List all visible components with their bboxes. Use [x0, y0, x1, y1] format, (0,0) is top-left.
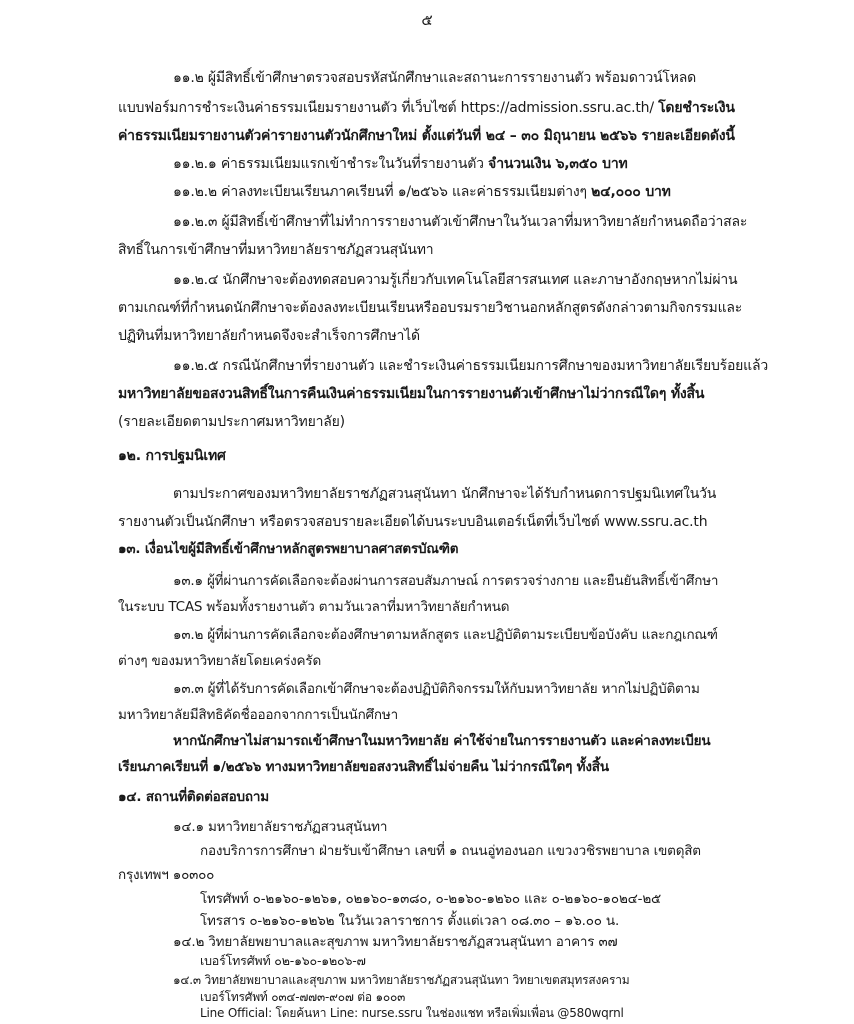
item-11-2-1	[173, 154, 628, 174]
item-11-2-1-amount: จำนวนเงิน ๖,๓๕๐ บาท	[488, 156, 628, 172]
contact-14-3-line: Line Official: โดยค้นหา Line: nurse.ssru ในช่องแชท หรือเพิ่มเพื่อน @580wqrnl	[200, 1006, 624, 1020]
contact-14-1: ๑๔.๑ มหาวิทยาลัยราชภัฏสวนสุนันทา	[173, 819, 388, 835]
contact-14-1-city: กรุงเทพฯ ๑๐๓๐๐	[118, 867, 215, 883]
item-11-2-3-line2: สิทธิ์ในการเข้าศึกษาที่มหาวิทยาลัยราชภัฏสวนสุนันทา	[118, 242, 434, 258]
item-11-2-5-line1: ๑๑.๒.๕ กรณีนักศึกษาที่รายงานตัว และชำระเงินค่าธรรมเนียมการศึกษาของมหาวิทยาลัยเรียบร้อยแล้ว	[173, 358, 769, 374]
item-11-2-4-line1: ๑๑.๒.๔ นักศึกษาจะต้องทดสอบความรู้เกี่ยวกับเทคโนโลยีสารสนเทศ และภาษาอังกฤษหากไม่ผ่าน	[173, 272, 738, 288]
contact-14-1-address: กองบริการการศึกษา ฝ่ายรับเข้าศึกษา เลขที่ ๑ ถนนอู่ทองนอก แขวงวชิรพยาบาล เขตดุสิต	[200, 843, 701, 859]
s13-3-line2: มหาวิทยาลัยมีสิทธิคัดชื่อออกจากการเป็นนักศึกษา	[118, 707, 398, 723]
s11-2-line1: ๑๑.๒ ผู้มีสิทธิ์เข้าศึกษาตรวจสอบรหัสนักศึกษาและสถานะการรายงานตัว พร้อมดาวน์โหลด	[173, 70, 697, 86]
heading-section-12: ๑๒. การปฐมนิเทศ	[118, 448, 226, 464]
item-11-2-2	[173, 182, 671, 202]
contact-14-1-fax: โทรสาร ๐-๒๑๖๐-๑๒๖๒ ในวันเวลาราชการ ตั้งแต่เวลา ๐๘.๓๐ – ๑๖.๐๐ น.	[200, 913, 620, 929]
s13-2-line1: ๑๓.๒ ผู้ที่ผ่านการคัดเลือกจะต้องศึกษาตามหลักสูตร และปฏิบัติตามระเบียบข้อบังคับ และกฎเกณฑ์	[173, 627, 718, 643]
contact-14-1-phone: โทรศัพท์ ๐-๒๑๖๐-๑๒๖๑, ๐๒๑๖๐-๑๓๘๐, ๐-๒๑๖๐-๑๒๖๐ และ ๐-๒๑๖๐-๑๐๒๔-๒๕	[200, 891, 662, 907]
s11-2-line2	[118, 98, 735, 118]
item-11-2-1-text: ๑๑.๒.๑ ค่าธรรมเนียมแรกเข้าชำระในวันที่รายงานตัว	[173, 156, 489, 172]
item-11-2-5-line3: (รายละเอียดตามประกาศมหาวิทยาลัย)	[118, 414, 345, 430]
heading-section-14: ๑๔. สถานที่ติดต่อสอบถาม	[118, 789, 269, 805]
s13-note-line2: เรียนภาคเรียนที่ ๑/๒๕๖๖ ทางมหาวิทยาลัยขอสงวนสิทธิ์ไม่จ่ายคืน ไม่ว่ากรณีใดๆ ทั้งสิ้น	[118, 759, 609, 775]
item-11-2-5-line2: มหาวิทยาลัยขอสงวนสิทธิ์ในการคืนเงินค่าธรรมเนียมในการรายงานตัวเข้าศึกษาไม่ว่ากรณีใดๆ ทั้งสิ้น	[118, 386, 705, 402]
contact-14-3-phone: เบอร์โทรศัพท์ ๐๓๔-๗๗๓-๙๐๗ ต่อ ๑๐๐๓	[200, 990, 406, 1004]
item-11-2-3-line1: ๑๑.๒.๓ ผู้มีสิทธิ์เข้าศึกษาที่ไม่ทำการรายงานตัวเข้าศึกษาในวันเวลาที่มหาวิทยาลัยกำหนดถือว่าสละ	[173, 214, 748, 230]
s13-2-line2: ต่างๆ ของมหาวิทยาลัยโดยเคร่งครัด	[118, 653, 322, 669]
s13-3-line1: ๑๓.๓ ผู้ที่ได้รับการคัดเลือกเข้าศึกษาจะต้องปฏิบัติกิจกรรมให้กับมหาวิทยาลัย หากไม่ปฏิบัติตาม	[173, 681, 700, 697]
contact-14-2-phone: เบอร์โทรศัพท์ ๐๒-๑๖๐-๑๒๐๖-๗	[200, 953, 366, 968]
item-11-2-2-text: ๑๑.๒.๒ ค่าลงทะเบียนเรียนภาคเรียนที่ ๑/๒๕๖๖ และค่าธรรมเนียมต่างๆ	[173, 184, 592, 200]
contact-14-3: ๑๔.๓ วิทยาลัยพยาบาลและสุขภาพ มหาวิทยาลัยราชภัฏสวนสุนันทา วิทยาเขตสมุทรสงคราม	[173, 973, 630, 987]
item-11-2-2-amount: ๒๔,๐๐๐ บาท	[591, 184, 671, 200]
item-11-2-4-line3: ปฏิทินที่มหาวิทยาลัยกำหนดจึงจะสำเร็จการศึกษาได้	[118, 328, 420, 344]
s11-2-line2-text: แบบฟอร์มการชำระเงินค่าธรรมเนียมรายงานตัว ที่เว็บไซต์ https://admission.ssru.ac.th/	[118, 100, 659, 116]
s13-1-line1: ๑๓.๑ ผู้ที่ผ่านการคัดเลือกจะต้องผ่านการสอบสัมภาษณ์ การตรวจร่างกาย และยืนยันสิทธิ์เข้าศึกษา	[173, 573, 719, 589]
item-11-2-4-line2: ตามเกณฑ์ที่กำหนดนักศึกษาจะต้องลงทะเบียนเรียนหรืออบรมรายวิชานอกหลักสูตรดังกล่าวตามกิจกรรมและ	[118, 300, 743, 316]
s13-1-line2: ในระบบ TCAS พร้อมทั้งรายงานตัว ตามวันเวลาที่มหาวิทยาลัยกำหนด	[118, 599, 510, 615]
s11-2-line3: ค่าธรรมเนียมรายงานตัวค่ารายงานตัวนักศึกษาใหม่ ตั้งแต่วันที่ ๒๔ – ๓๐ มิถุนายน ๒๕๖๖ รายละเอียดดังนี้	[118, 128, 735, 144]
s12-line2: รายงานตัวเป็นนักศึกษา หรือตรวจสอบรายละเอียดได้บนระบบอินเตอร์เน็ตที่เว็บไซต์ www.ssru.ac.th	[118, 514, 708, 530]
s12-line1: ตามประกาศของมหาวิทยาลัยราชภัฏสวนสุนันทา นักศึกษาจะได้รับกำหนดการปฐมนิเทศในวัน	[173, 486, 717, 502]
page-number: ๕	[421, 11, 433, 29]
s11-2-line2-bold: โดยชำระเงิน	[658, 100, 735, 116]
s13-note-line1: หากนักศึกษาไม่สามารถเข้าศึกษาในมหาวิทยาลัย ค่าใช้จ่ายในการรายงานตัว และค่าลงทะเบียน	[173, 733, 711, 749]
heading-section-13: ๑๓. เงื่อนไขผู้มีสิทธิ์เข้าศึกษาหลักสูตรพยาบาลศาสตรบัณฑิต	[118, 541, 459, 557]
contact-14-2: ๑๔.๒ วิทยาลัยพยาบาลและสุขภาพ มหาวิทยาลัยราชภัฏสวนสุนันทา อาคาร ๓๗	[173, 934, 618, 950]
